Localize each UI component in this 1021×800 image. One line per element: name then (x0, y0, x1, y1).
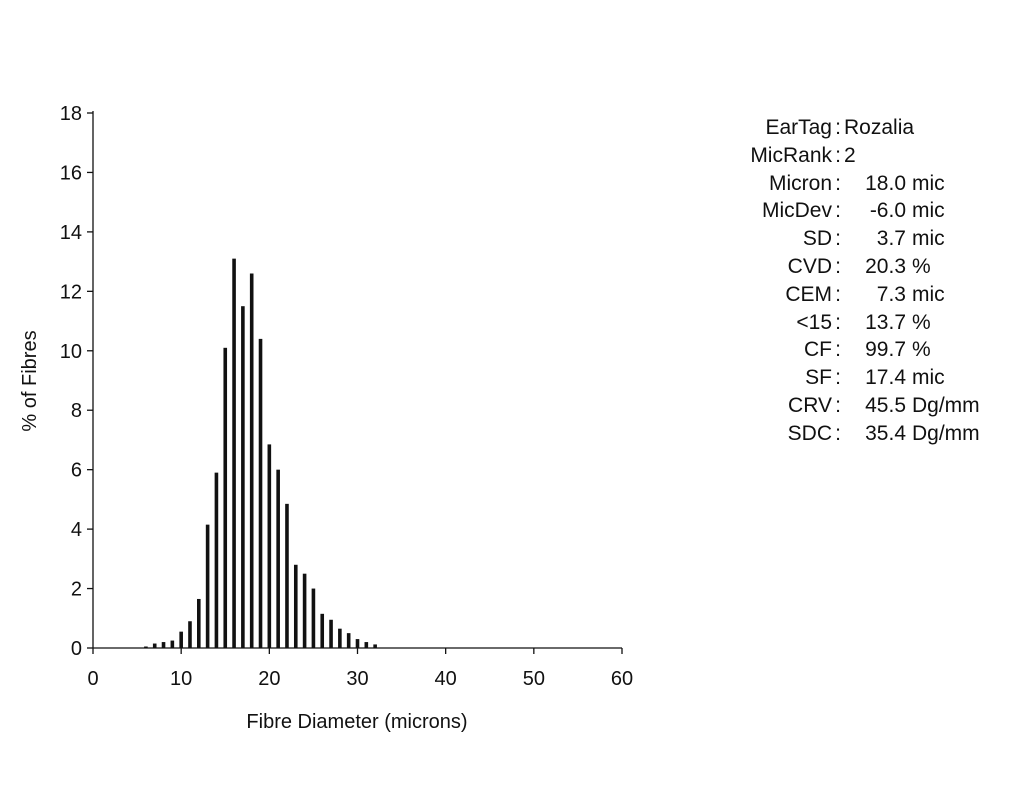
y-tick-label: 6 (70, 459, 82, 482)
histogram-bar (320, 614, 324, 648)
stat-row (640, 392, 1010, 420)
histogram-bar (365, 642, 369, 648)
stat-separator: : (835, 282, 841, 306)
stat-separator: : (835, 366, 841, 390)
stat-row (640, 197, 1010, 225)
histogram-bar (232, 259, 236, 648)
x-tick-label: 40 (434, 668, 457, 690)
stat-value: 3.7 (876, 227, 906, 251)
stat-label: CEM (785, 282, 832, 306)
x-tick-label: 60 (610, 668, 634, 690)
stat-label: SF (805, 366, 832, 390)
stat-unit: % (912, 254, 931, 278)
stat-row (640, 253, 1010, 281)
stat-unit: mic (912, 171, 945, 195)
histogram-bar (250, 274, 254, 649)
histogram-bar (303, 574, 307, 648)
stat-unit: % (912, 338, 931, 362)
stat-unit: mic (912, 366, 945, 390)
histogram-bar (223, 348, 227, 648)
stat-value: 2 (844, 143, 856, 167)
x-tick-label: 50 (522, 668, 545, 690)
stat-row (640, 420, 1010, 448)
stat-row (640, 170, 1010, 198)
x-tick-label: 30 (346, 668, 369, 690)
stat-separator: : (835, 199, 841, 223)
y-tick-label: 2 (70, 578, 82, 601)
histogram-bar (259, 339, 263, 648)
stat-value: 13.7 (865, 310, 906, 334)
x-tick-label: 20 (258, 668, 281, 690)
stat-unit: Dg/mm (912, 393, 980, 417)
plot-area (60, 103, 633, 690)
stat-separator: : (835, 143, 841, 167)
stat-label: MicRank (750, 143, 832, 167)
stat-row (640, 225, 1010, 253)
stat-unit: mic (912, 199, 945, 223)
stat-separator: : (835, 254, 841, 278)
stat-unit: % (912, 310, 931, 334)
stat-value: 35.4 (865, 421, 906, 445)
stat-label: CF (804, 338, 832, 362)
y-tick-label: 0 (70, 638, 82, 660)
histogram-bar (197, 599, 201, 648)
stat-label: Micron (768, 171, 832, 195)
stat-separator: : (835, 227, 841, 251)
histogram-bar (268, 444, 272, 648)
histogram-bar (179, 632, 183, 648)
x-tick-label: 0 (87, 668, 99, 690)
histogram-bar (294, 565, 298, 648)
histogram-bar (188, 621, 192, 648)
stat-unit: Dg/mm (912, 421, 980, 445)
histogram-bar (356, 639, 360, 648)
y-tick-label: 10 (59, 340, 82, 363)
stat-value: -6.0 (869, 199, 906, 223)
histogram-bar (241, 306, 245, 648)
y-tick-label: 12 (59, 281, 82, 304)
y-tick-label: 4 (70, 519, 82, 542)
stat-label: CRV (788, 393, 832, 417)
stat-row (640, 281, 1010, 309)
stat-row (640, 364, 1010, 392)
stat-separator: : (835, 338, 841, 362)
stat-label: SD (802, 227, 832, 251)
histogram-bar (162, 642, 166, 648)
y-tick-label: 14 (59, 221, 82, 244)
histogram-bar (312, 589, 316, 648)
stat-value: 20.3 (865, 254, 906, 278)
stat-row (640, 114, 1010, 142)
stat-row (640, 336, 1010, 364)
stat-separator: : (835, 310, 841, 334)
stat-separator: : (835, 393, 841, 417)
stat-value: 45.5 (865, 393, 906, 417)
y-tick-label: 8 (70, 400, 82, 423)
stat-separator: : (835, 171, 841, 195)
stat-unit: mic (912, 282, 945, 306)
y-tick-label: 16 (59, 162, 82, 185)
y-axis-title: % of Fibres (19, 330, 41, 432)
histogram-bar (276, 470, 280, 648)
stat-unit: mic (912, 227, 945, 251)
histogram-bar (171, 641, 175, 648)
histogram-bar (329, 620, 333, 648)
stat-value: 18.0 (865, 171, 906, 195)
histogram-bar (206, 525, 210, 648)
stat-value: 17.4 (865, 366, 906, 390)
x-tick-label: 10 (170, 668, 193, 690)
stat-separator: : (835, 116, 841, 139)
stat-separator: : (835, 421, 841, 445)
histogram-bar (338, 629, 342, 648)
fibre-stats-panel (640, 114, 1010, 448)
y-tick-label: 18 (59, 103, 82, 125)
histogram-bar (347, 633, 351, 648)
stat-value: Rozalia (844, 116, 915, 139)
stat-label: MicDev (761, 199, 832, 223)
histogram-bar (153, 644, 157, 648)
stat-label: SDC (787, 421, 832, 445)
x-axis-title: Fibre Diameter (microns) (246, 711, 468, 733)
stat-value: 99.7 (865, 338, 906, 362)
stat-value: 7.3 (876, 282, 906, 306)
stat-label: EarTag (765, 116, 832, 139)
stat-label: <15 (796, 310, 832, 334)
stat-row (640, 142, 1010, 170)
histogram-bar (285, 504, 289, 648)
stat-label: CVD (787, 254, 832, 278)
stat-row (640, 309, 1010, 337)
histogram-bar (215, 473, 219, 648)
